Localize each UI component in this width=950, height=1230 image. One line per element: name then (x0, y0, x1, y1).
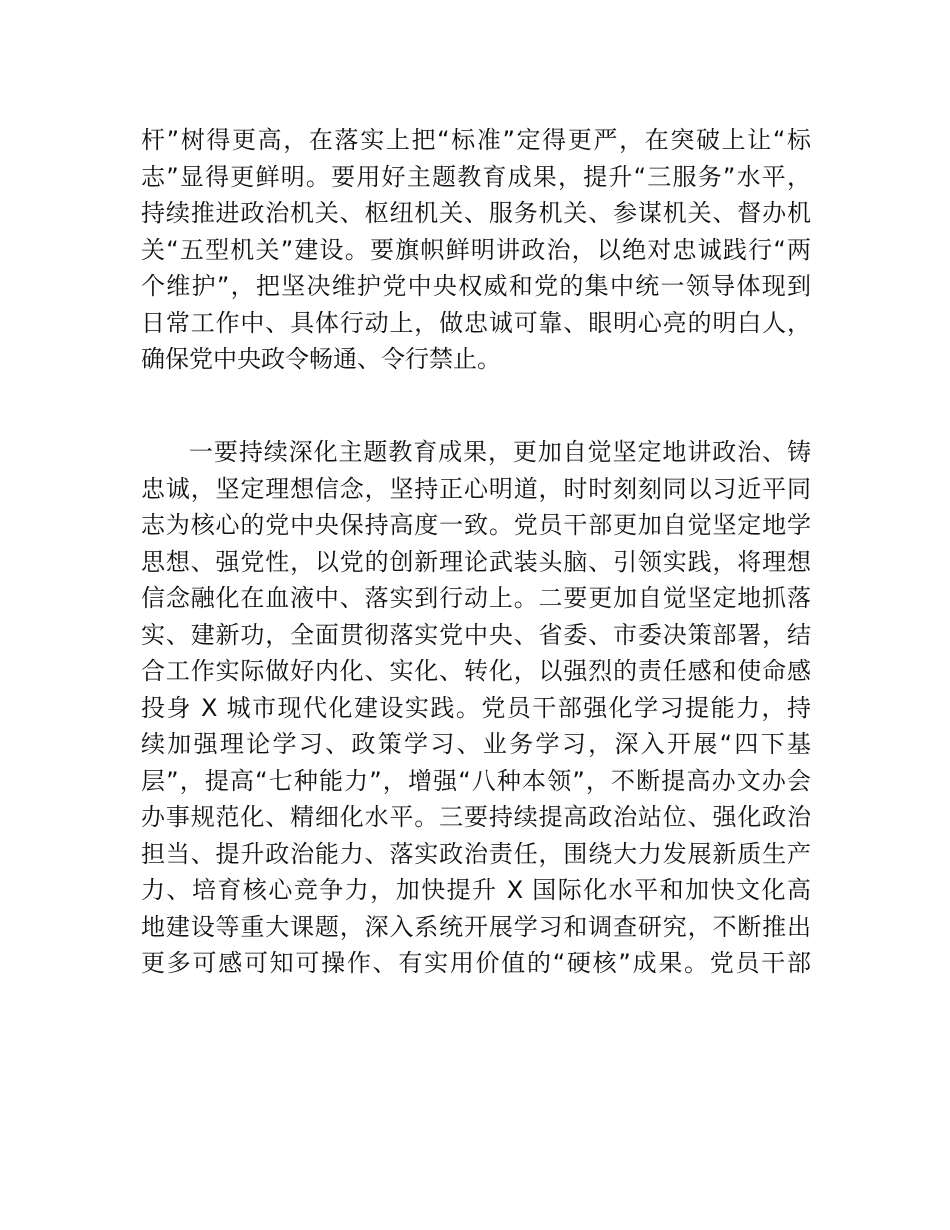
text-line: 力、培育核心竞争力，加快提升 X 国际化水平和加快文化高 (141, 876, 811, 904)
text-line: 更多可感可知可操作、有实用价值的“硬核”成果。党员干部 (141, 949, 811, 977)
text-line: 确保党中央政令畅通、令行禁止。 (141, 345, 501, 373)
text-line: 担当、提升政治能力、落实政治责任，围绕大力发展新质生产 (141, 839, 811, 868)
text-line: 思想、强党性，以党的创新理论武装头脑、引领实践，将理想 (141, 547, 811, 576)
text-line: 杆”树得更高，在落实上把“标准”定得更严，在突破上让“标 (141, 126, 811, 154)
text-line: 办事规范化、精细化水平。三要持续提高政治站位、强化政治 (141, 803, 811, 831)
text-line: 个维护”，把坚决维护党中央权威和党的集中统一领导体现到 (141, 272, 811, 300)
text-line: 持续推进政治机关、枢纽机关、服务机关、参谋机关、督办机 (141, 199, 811, 227)
text-line: 地建设等重大课题，深入系统开展学习和调查研究，不断推出 (141, 912, 811, 941)
text-line: 投身 X 城市现代化建设实践。党员干部强化学习提能力，持 (141, 693, 811, 722)
text-line: 合工作实际做好内化、实化、转化，以强烈的责任感和使命感 (141, 657, 811, 685)
text-line: 忠诚，坚定理想信念，坚持正心明道，时时刻刻同以习近平同 (141, 474, 811, 503)
text-line: 志为核心的党中央保持高度一致。党员干部更加自觉坚定地学 (141, 511, 811, 539)
text-line: 信念融化在血液中、落实到行动上。二要更加自觉坚定地抓落 (141, 584, 811, 612)
text-line: 日常工作中、具体行动上，做忠诚可靠、眼明心亮的明白人， (141, 308, 811, 337)
text-line: 实、建新功，全面贯彻落实党中央、省委、市委决策部署，结 (141, 620, 811, 649)
paragraph-continuation (141, 122, 811, 378)
text-line: 志”显得更鲜明。要用好主题教育成果，提升“三服务”水平， (141, 162, 811, 191)
text-line: 一要持续深化主题教育成果，更加自觉坚定地讲政治、铸 (189, 438, 811, 466)
text-line: 层”，提高“七种能力”，增强“八种本领”，不断提高办文办会 (141, 766, 811, 795)
text-line: 续加强理论学习、政策学习、业务学习，深入开展“四下基 (141, 730, 811, 758)
text-line: 关“五型机关”建设。要旗帜鲜明讲政治，以绝对忠诚践行“两 (141, 235, 811, 264)
paragraph-main (141, 434, 811, 982)
